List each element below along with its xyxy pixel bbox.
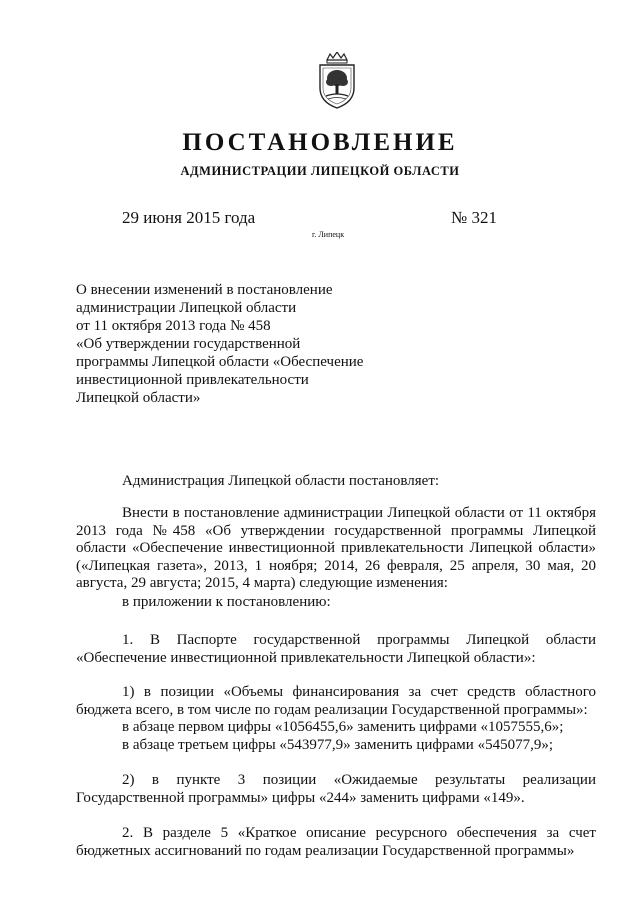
resolution-statement: Администрация Липецкой области постановляет: xyxy=(122,473,440,489)
appendix-paragraph: в приложении к постановлению: xyxy=(122,594,331,610)
item-1-2-paragraph: 2) в пункте 3 позиции «Ожидаемые результаты реализации Государственной программы» цифры «244» заменить цифрами «149». xyxy=(76,772,596,806)
coat-of-arms-icon xyxy=(315,52,359,110)
item-2-paragraph: 2. В разделе 5 «Краткое описание ресурсного обеспечения за счет бюджетных ассигнований по годам реализации Государственной программы» xyxy=(76,825,596,859)
item-1-1-paragraph: 1) в позиции «Объемы финансирования за счет средств областного бюджета всего, в том числе по годам реализации Государственной программы»: xyxy=(76,684,596,718)
document-city: г. Липецк xyxy=(312,230,345,239)
subject-line: администрации Липецкой области xyxy=(76,300,297,316)
subject-line: «Об утверждении государственной xyxy=(76,336,301,352)
item-1-1-replacements xyxy=(76,719,596,754)
document-subject xyxy=(76,281,376,407)
document-number: № 321 xyxy=(451,208,497,227)
intro-paragraph: Внести в постановление администрации Липецкой области от 11 октября 2013 года №458 «Об утверждении государственной программы Липецкой области «Обеспечение инвестиционной привлекательности Липецкой области» («Липецкая газета», 2013, 1 ноября; 2014, 26 февраля, 25 апреля, 30 мая, 20 августа, 29 августа; 2015, 4 марта) следующие изменения: xyxy=(76,505,596,592)
subject-line: Липецкой области» xyxy=(76,390,201,406)
replacement-line: в абзаце первом цифры «1056455,6» заменить цифрами «1057555,6»; xyxy=(122,719,564,735)
item-1-paragraph: 1. В Паспорте государственной программы Липецкой области «Обеспечение инвестиционной привлекательности Липецкой области»: xyxy=(76,632,596,666)
subject-line: О внесении изменений в постановление xyxy=(76,282,333,298)
document-date: 29 июня 2015 года xyxy=(122,208,256,227)
document-title: ПОСТАНОВЛЕНИЕ xyxy=(182,129,458,156)
document-subtitle: АДМИНИСТРАЦИИ ЛИПЕЦКОЙ ОБЛАСТИ xyxy=(180,164,460,178)
subject-line: от 11 октября 2013 года № 458 xyxy=(76,318,271,334)
subject-line: программы Липецкой области «Обеспечение xyxy=(76,354,364,370)
subject-line: инвестиционной привлекательности xyxy=(76,372,309,388)
replacement-line: в абзаце третьем цифры «543977,9» заменить цифрами «545077,9»; xyxy=(122,736,553,753)
